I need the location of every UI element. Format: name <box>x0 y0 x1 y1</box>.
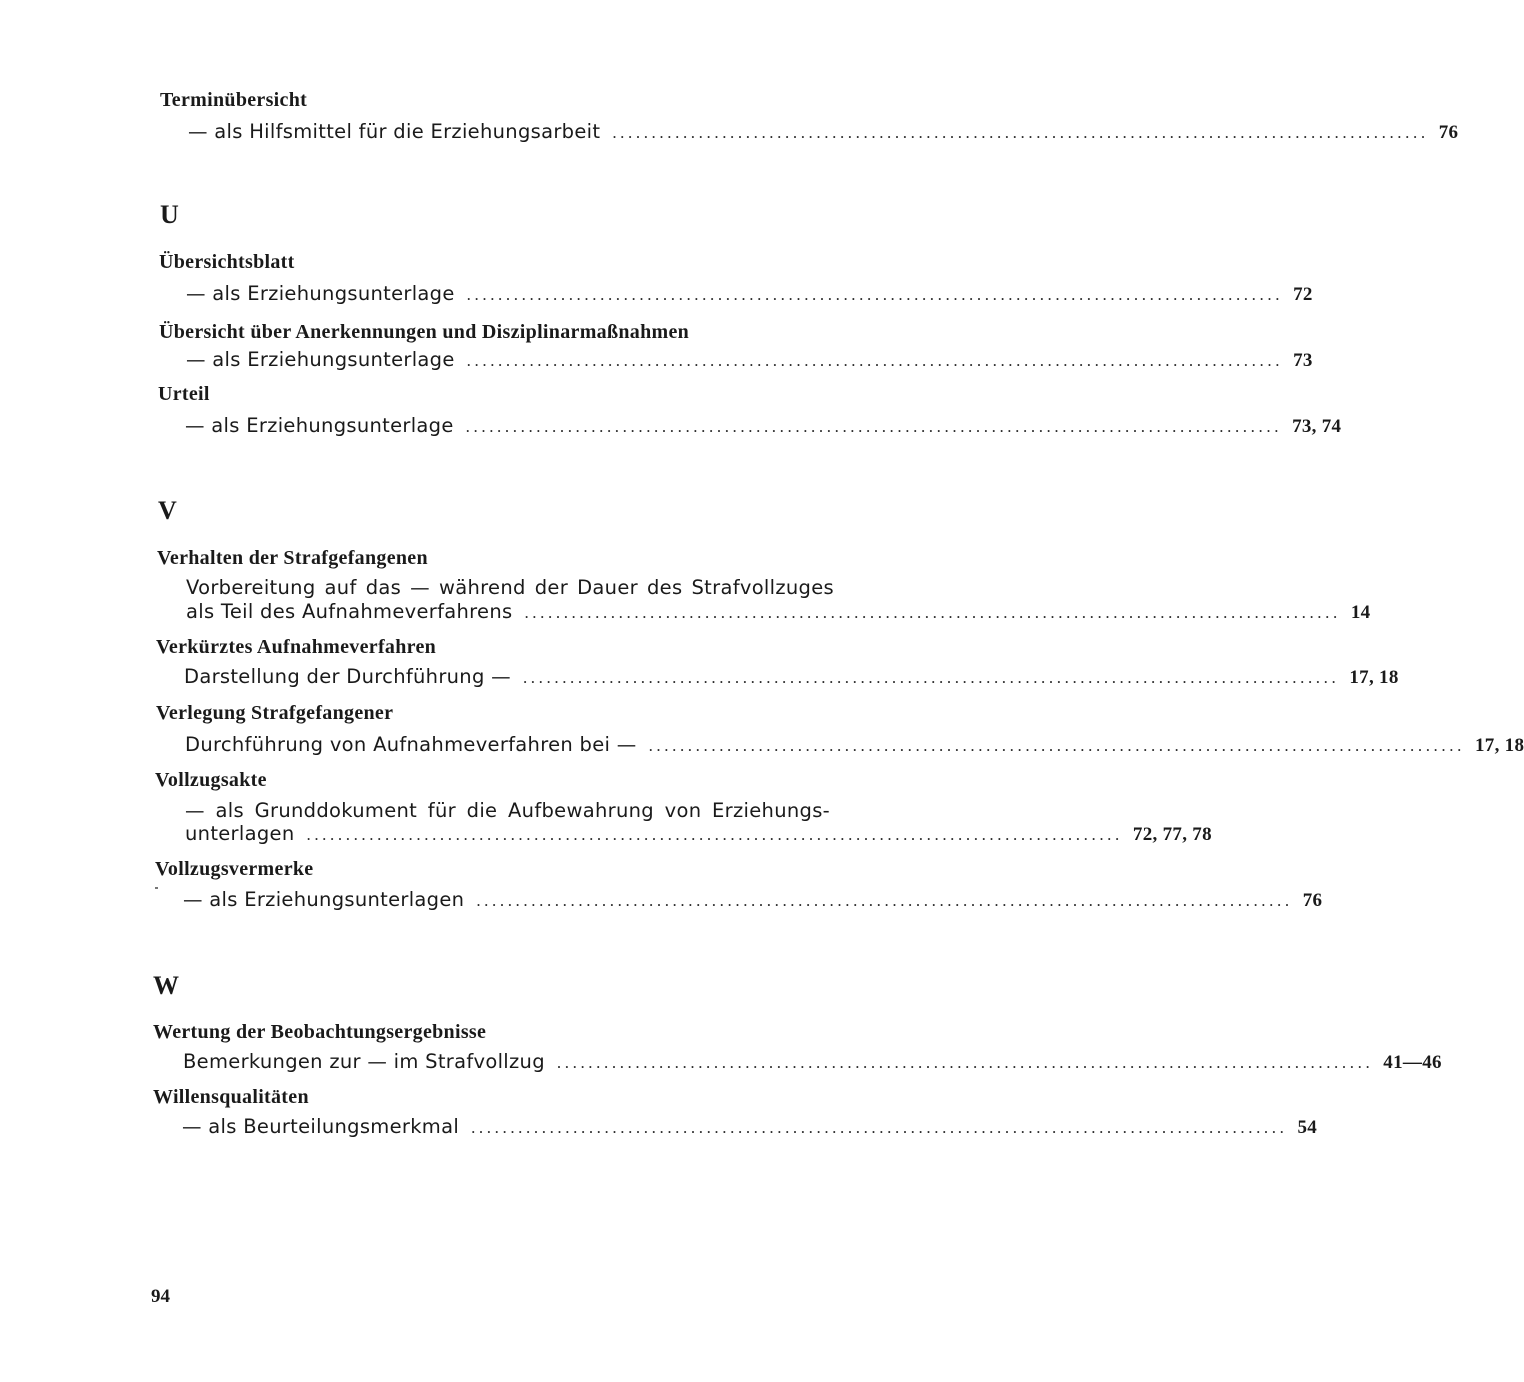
index-line-text: — als Erziehungsunterlage <box>186 282 455 305</box>
index-heading: Willensqualitäten <box>153 1086 309 1108</box>
index-heading: Verkürztes Aufnahmeverfahren <box>156 636 437 658</box>
index-line-text: als Teil des Aufnahmeverfahrens <box>186 600 513 623</box>
page-reference: 76 <box>1302 890 1323 911</box>
index-line-text: — als Erziehungsunterlage <box>186 348 455 371</box>
index-heading: Terminübersicht <box>160 89 308 111</box>
index-line <box>186 600 1371 624</box>
index-line-text: Bemerkungen zur — im Strafvollzug <box>183 1050 545 1073</box>
leader-dots: ........................................................................................................ <box>471 1118 1288 1137</box>
leader-dots: ........................................................................................................ <box>524 603 1341 622</box>
index-line-text: Darstellung der Durchführung — <box>184 665 511 688</box>
leader-dots: ........................................................................................................ <box>556 1053 1374 1072</box>
leader-dots: ........................................................................................................ <box>466 285 1284 304</box>
leader-dots: ........................................................................................................ <box>466 351 1284 370</box>
leader-dots: ........................................................................................................ <box>465 417 1283 436</box>
index-line-text: — als Hilfsmittel für die Erziehungsarbeit <box>188 120 601 143</box>
leader-dots: ........................................................................................................ <box>648 736 1465 755</box>
index-heading: Urteil <box>158 383 210 405</box>
page-reference: 17, 18 <box>1474 735 1524 756</box>
section-letter-w: W <box>153 971 179 1000</box>
index-line <box>186 348 1313 372</box>
page-reference: 14 <box>1350 602 1371 623</box>
index-line-text: — als Erziehungsunterlagen <box>183 888 465 911</box>
index-heading: Vollzugsvermerke <box>155 858 314 880</box>
page-reference: 73, 74 <box>1292 416 1342 437</box>
leader-dots: ........................................................................................................ <box>306 825 1123 844</box>
leader-dots: ........................................................................................................ <box>476 891 1293 910</box>
index-line <box>182 1115 1318 1139</box>
section-letter-u: U <box>160 200 179 229</box>
index-line-text: Vorbereitung auf das — während der Dauer des Strafvollzuges <box>186 576 834 599</box>
index-line <box>188 120 1459 144</box>
page-reference: 17, 18 <box>1349 667 1399 688</box>
section-letter-v: V <box>158 496 177 525</box>
index-line-text: — als Beurteilungsmerkmal <box>182 1115 460 1138</box>
index-line <box>186 282 1313 306</box>
page-reference: 72 <box>1293 284 1313 305</box>
index-line <box>185 414 1342 438</box>
leader-dots: ........................................................................................................ <box>522 668 1340 687</box>
index-line <box>183 888 1323 912</box>
print-speck <box>155 887 158 889</box>
page-reference: 76 <box>1438 122 1459 143</box>
page-reference: 73 <box>1293 350 1313 371</box>
index-line <box>184 665 1399 689</box>
leader-dots: ........................................................................................................ <box>612 123 1429 142</box>
index-line <box>185 822 1212 846</box>
page-reference: 54 <box>1297 1117 1318 1138</box>
index-line-text: Durchführung von Aufnahmeverfahren bei — <box>185 733 637 756</box>
index-heading: Wertung der Beobachtungsergebnisse <box>153 1021 487 1043</box>
index-line-text: unterlagen <box>185 822 295 845</box>
index-heading: Verlegung Strafgefangener <box>156 702 394 724</box>
index-line-text: — als Grunddokument für die Aufbewahrung von Erziehungs- <box>185 799 830 822</box>
index-line-text: — als Erziehungsunterlage <box>185 414 454 437</box>
index-heading: Verhalten der Strafgefangenen <box>157 547 428 569</box>
page-number: 94 <box>151 1286 170 1307</box>
index-line <box>185 733 1524 757</box>
page-reference: 72, 77, 78 <box>1132 824 1212 845</box>
index-heading: Übersichtsblatt <box>159 251 295 273</box>
page-reference: 41—46 <box>1383 1052 1442 1073</box>
index-line <box>183 1050 1442 1074</box>
index-heading: Übersicht über Anerkennungen und Disziplinarmaßnahmen <box>159 321 690 343</box>
index-heading: Vollzugsakte <box>155 769 267 791</box>
